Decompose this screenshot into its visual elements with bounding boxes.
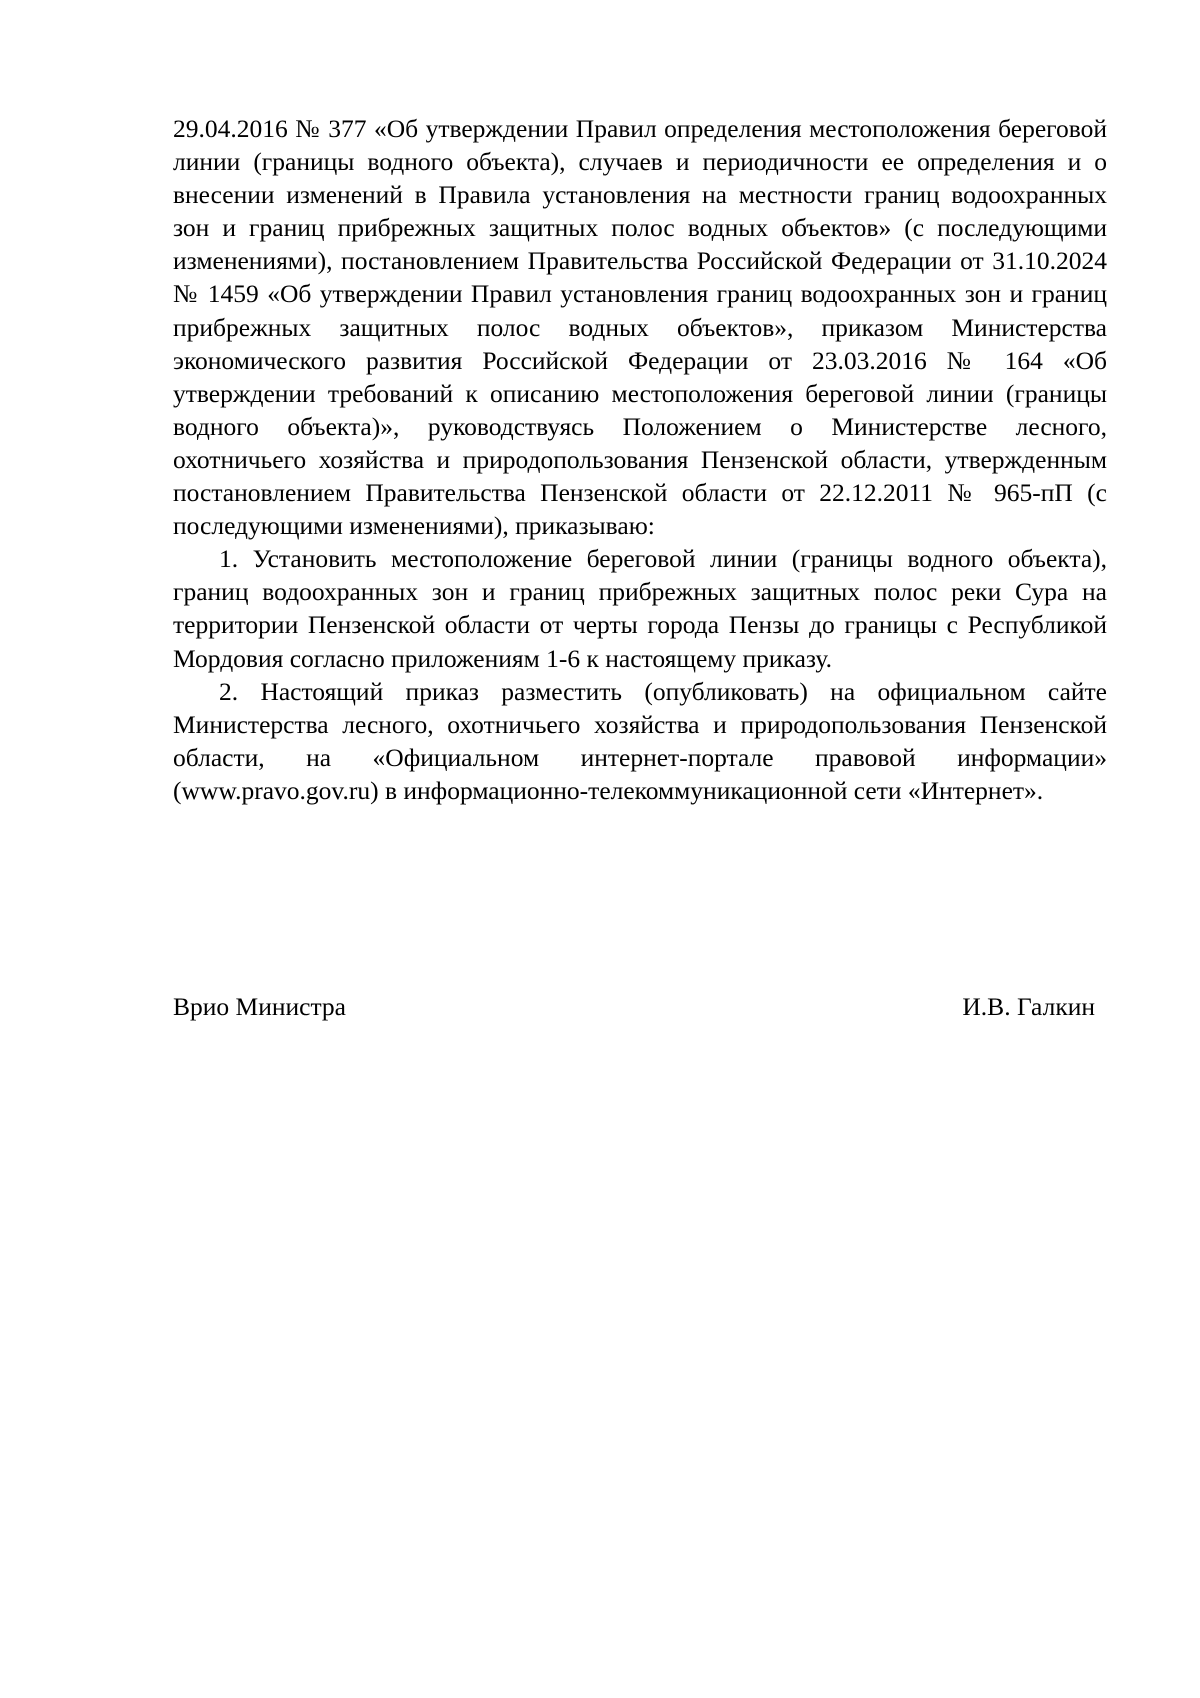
document-body — [173, 112, 1107, 807]
signatory-position: Врио Министра — [173, 992, 346, 1021]
paragraph-item-2: 2. Настоящий приказ разместить (опубликовать) на официальном сайте Министерства лесного, охотничьего хозяйства и природопользования Пензенской области, на «Официальном интернет-портале правовой информации» (www.pravo.gov.ru) в информационно-телекоммуникационной сети «Интернет». — [173, 676, 1107, 805]
signature-block — [173, 990, 1095, 1023]
signatory-name: И.В. Галкин — [962, 992, 1095, 1021]
paragraph-item-1: 1. Установить местоположение береговой линии (границы водного объекта), границ водоохранных зон и границ прибрежных защитных полос реки Сура на территории Пензенской области от черты города Пензы до границы с Республикой Мордовия согласно приложениям 1-6 к настоящему приказу. — [173, 544, 1107, 673]
paragraph-legal-basis: 29.04.2016 № 377 «Об утверждении Правил определения местоположения береговой линии (границы водного объекта), случаев и периодичности ее определения и о внесении изменений в Правила установления на местности границ водоохранных зон и границ прибрежных защитных полос водных объектов» (с последующими изменениями), постановлением Правительства Российской Федерации от 31.10.2024 № 1459 «Об утверждении Правил установления границ водоохранных зон и границ прибрежных защитных полос водных объектов», приказом Министерства экономического развития Российской Федерации от 23.03.2016 № 164 «Об утверждении требований к описанию местоположения береговой линии (границы водного объекта)», руководствуясь Положением о Министерстве лесного, охотничьего хозяйства и природопользования Пензенской области, утвержденным постановлением Правительства Пензенской области от 22.12.2011 № 965-пП (с последующими изменениями), приказываю: — [173, 114, 1107, 541]
